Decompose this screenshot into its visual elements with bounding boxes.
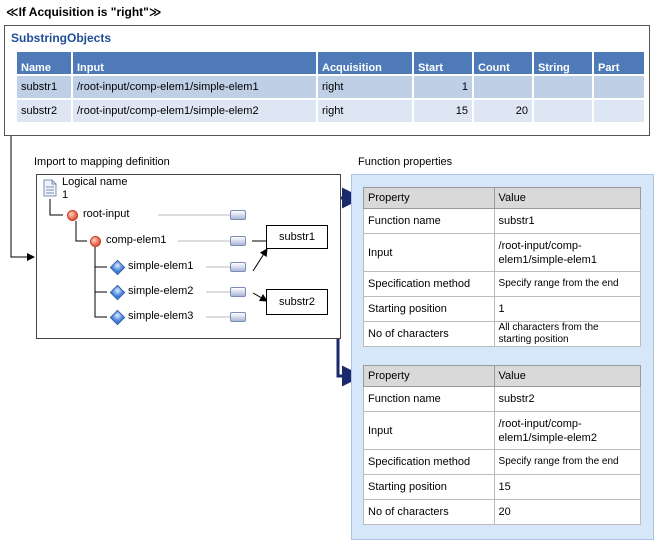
value-spec-method: Specify range from the end: [494, 272, 640, 297]
mapping-section-label: Import to mapping definition: [34, 156, 170, 168]
logical-name-value: 1: [62, 189, 69, 201]
port-icon[interactable]: [230, 262, 246, 272]
properties-table-substr2: [363, 365, 641, 525]
row-label-function-name: Function name: [364, 387, 495, 412]
cell-acquisition: right: [318, 100, 412, 122]
cell-name: substr1: [17, 76, 71, 98]
cell-input: /root-input/comp-elem1/simple-elem2: [73, 100, 316, 122]
col-header-acquisition: Acquisition: [318, 52, 412, 74]
value-input-line2: elem1/simple-elem1: [498, 253, 597, 266]
table-row: [364, 412, 641, 450]
row-label-start-pos: Starting position: [364, 475, 495, 500]
col-header-value: Value: [494, 188, 640, 209]
value-input-line2: elem1/simple-elem2: [498, 431, 597, 444]
table-row: [364, 387, 641, 412]
cell-name: substr2: [17, 100, 71, 122]
function-box-substr1[interactable]: substr1: [266, 225, 328, 249]
table-row: [364, 209, 641, 234]
tree-node-comp-elem1[interactable]: comp-elem1: [106, 234, 167, 246]
port-icon[interactable]: [230, 312, 246, 322]
row-label-spec-method: Specification method: [364, 450, 495, 475]
table-row: [364, 450, 641, 475]
port-icon[interactable]: [230, 287, 246, 297]
row-label-num-chars: No of characters: [364, 500, 495, 525]
value-function-name: substr2: [494, 387, 640, 412]
import-connector: [11, 136, 34, 257]
table-row: [364, 322, 641, 347]
col-header-part: Part: [594, 52, 644, 74]
value-input: [494, 412, 640, 450]
properties-table-substr1: [363, 187, 641, 347]
tree-node-simple-elem2[interactable]: simple-elem2: [128, 285, 194, 297]
cell-count: 20: [474, 100, 532, 122]
col-header-start: Start: [414, 52, 472, 74]
tree-node-root-input[interactable]: root-input: [83, 208, 130, 220]
row-label-start-pos: Starting position: [364, 297, 495, 322]
row-label-spec-method: Specification method: [364, 272, 495, 297]
element-node-icon: [67, 210, 78, 221]
value-num-chars-line2: starting position: [498, 334, 569, 345]
substring-objects-title: SubstringObjects: [11, 31, 112, 45]
page-heading: ≪If Acquisition is "right"≫: [6, 5, 162, 19]
row-label-function-name: Function name: [364, 209, 495, 234]
value-input-line1: /root-input/comp-: [498, 239, 582, 252]
row-label-input: Input: [364, 234, 495, 272]
element-node-icon: [90, 236, 101, 247]
table-row: [364, 272, 641, 297]
cell-input: /root-input/comp-elem1/simple-elem1: [73, 76, 316, 98]
tree-node-simple-elem1[interactable]: simple-elem1: [128, 260, 194, 272]
function-properties-label: Function properties: [358, 156, 453, 168]
value-spec-method: Specify range from the end: [494, 450, 640, 475]
col-header-count: Count: [474, 52, 532, 74]
value-start-pos: 15: [494, 475, 640, 500]
col-header-property: Property: [364, 188, 495, 209]
value-start-pos: 1: [494, 297, 640, 322]
value-num-chars-line1: All characters from the: [498, 322, 599, 333]
col-header-string: String: [534, 52, 592, 74]
col-header-input: Input: [73, 52, 316, 74]
function-box-substr2[interactable]: substr2: [266, 289, 328, 315]
tree-node-simple-elem3[interactable]: simple-elem3: [128, 310, 194, 322]
port-icon[interactable]: [230, 236, 246, 246]
value-num-chars: [494, 322, 640, 347]
row-label-input: Input: [364, 412, 495, 450]
value-input-line1: /root-input/comp-: [498, 417, 582, 430]
col-header-property: Property: [364, 366, 495, 387]
row-label-num-chars: No of characters: [364, 322, 495, 347]
value-num-chars: 20: [494, 500, 640, 525]
table-row: [364, 500, 641, 525]
value-input: [494, 234, 640, 272]
table-row: [364, 234, 641, 272]
cell-acquisition: right: [318, 76, 412, 98]
cell-start: 1: [414, 76, 472, 98]
value-function-name: substr1: [494, 209, 640, 234]
cell-start: 15: [414, 100, 472, 122]
port-icon[interactable]: [230, 210, 246, 220]
col-header-name: Name: [17, 52, 71, 74]
col-header-value: Value: [494, 366, 640, 387]
table-row: [364, 297, 641, 322]
mapping-definition-box: [36, 174, 341, 339]
logical-name-label: Logical name: [62, 176, 128, 188]
table-row: [364, 475, 641, 500]
